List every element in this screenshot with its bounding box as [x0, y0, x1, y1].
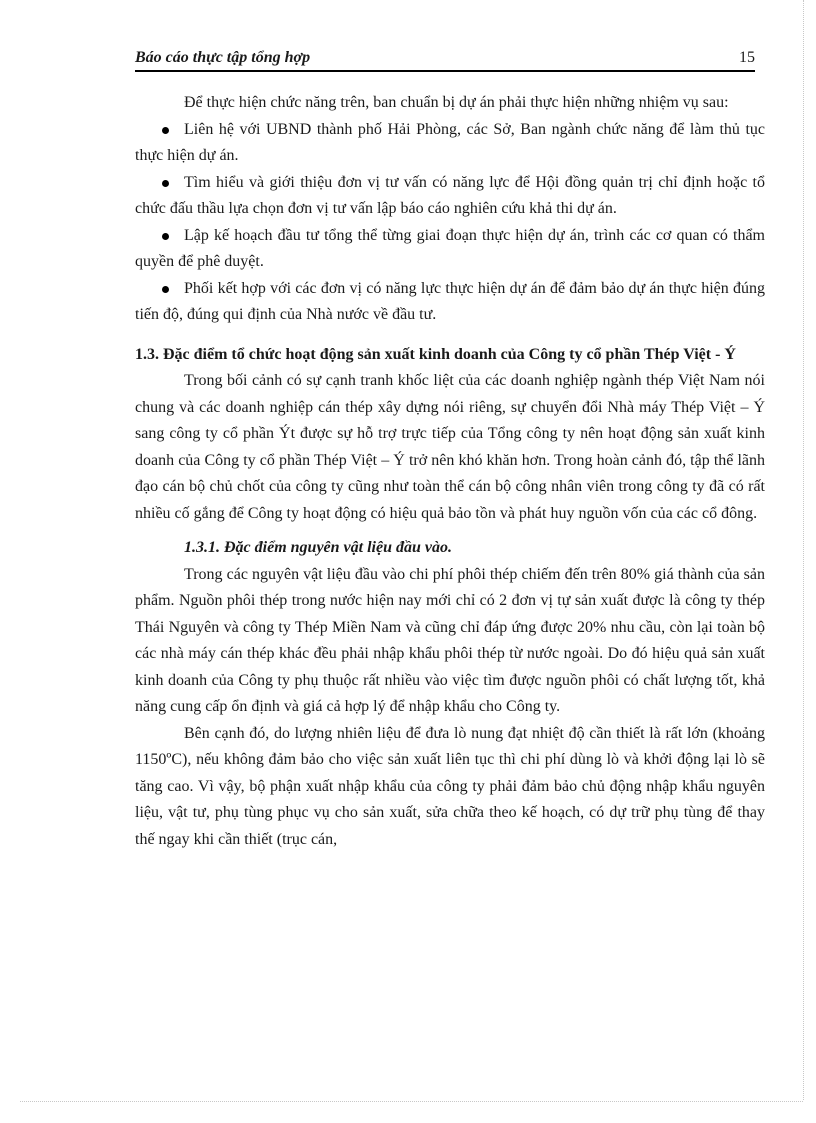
bullet-icon: [162, 127, 169, 134]
header-title: Báo cáo thực tập tổng hợp: [135, 49, 311, 66]
bullet-text: Phối kết hợp với các đơn vị có năng lực thực hiện dự án để đảm bảo dự án thực hiện đúng tiến độ, đúng qui định của Nhà nước về đầu tư.: [135, 279, 765, 323]
page-border-right: [803, 0, 804, 1100]
subsection-paragraph-2: Bên cạnh đó, do lượng nhiên liệu để đưa lò nung đạt nhiệt độ cần thiết là rất lớn (khoảng 1150ºC), nếu không đảm bảo cho việc sản xuất liên tục thì chi phí dùng lò và khởi động lại lò sẽ tăng cao. Vì vậy, bộ phận xuất nhập khẩu của công ty phải đảm bảo chủ động nhập khẩu nguyên liệu, vật tư, phụ tùng phục vụ cho sản xuất, sửa chữa theo kế hoạch, có dự trữ phụ tùng để thay thế ngay khi cần thiết (trục cán,: [135, 724, 765, 848]
bullet-item: [135, 170, 765, 223]
bullet-item: [135, 276, 765, 329]
bullet-text: Liên hệ với UBND thành phố Hải Phòng, các Sở, Ban ngành chức năng để làm thủ tục thực hiện dự án.: [135, 120, 765, 164]
bullet-icon: [162, 286, 169, 293]
subsection-paragraph-1: Trong các nguyên vật liệu đầu vào chi phí phôi thép chiếm đến trên 80% giá thành của sản phẩm. Nguồn phôi thép trong nước hiện nay mới chỉ có 2 đơn vị tự sản xuất được là công ty thép Thái Nguyên và công ty Thép Miền Nam và cũng chỉ đáp ứng được 20% nhu cầu, còn lại toàn bộ các nhà máy cán thép khác đều phải nhập khẩu phôi thép từ nước ngoài. Do đó hiệu quả sản xuất kinh doanh của Công ty phụ thuộc rất nhiều vào việc tìm được nguồn phôi có chất lượng tốt, khả năng cung cấp ổn định và giá cả hợp lý để nhập khẩu cho Công ty.: [135, 565, 765, 715]
bullet-icon: [162, 180, 169, 187]
bullet-icon: [162, 233, 169, 240]
page-number: 15: [739, 49, 755, 66]
document-body: [135, 90, 765, 853]
subsection-heading: 1.3.1. Đặc điểm nguyên vật liệu đầu vào.: [184, 539, 452, 556]
bullet-item: [135, 223, 765, 276]
section-heading: 1.3. Đặc điểm tổ chức hoạt động sản xuất kinh doanh của Công ty cổ phần Thép Việt - Ý: [135, 345, 736, 363]
bullet-item: [135, 117, 765, 170]
page-header: [135, 46, 755, 72]
section-paragraph: Trong bối cảnh có sự cạnh tranh khốc liệt của các doanh nghiệp ngành thép Việt Nam nói chung và các doanh nghiệp cán thép xây dựng nói riêng, sự chuyển đổi Nhà máy Thép Việt – Ý sang công ty cổ phần Ýt được sự hỗ trợ trực tiếp của Tổng công ty nên hoạt động sản xuất kinh doanh của Công ty cổ phần Thép Việt – Ý trở nên khó khăn hơn. Trong hoàn cảnh đó, tập thể lãnh đạo cán bộ chủ chốt của công ty cũng như toàn thể cán bộ công nhân viên trong công ty đã có rất nhiều cố gắng để Công ty hoạt động có hiệu quả bảo tồn và phát huy nguồn vốn của các cổ đông.: [135, 372, 765, 522]
bullet-text: Lập kế hoạch đầu tư tổng thể từng giai đoạn thực hiện dự án, trình các cơ quan có thẩm quyền để phê duyệt.: [135, 226, 765, 270]
bullet-text: Tìm hiểu và giới thiệu đơn vị tư vấn có năng lực để Hội đồng quản trị chỉ định hoặc tổ chức đấu thầu lựa chọn đơn vị tư vấn lập báo cáo nghiên cứu khả thi dự án.: [135, 173, 765, 217]
intro-paragraph: Để thực hiện chức năng trên, ban chuẩn bị dự án phải thực hiện những nhiệm vụ sau:: [184, 94, 729, 111]
page-border-bottom: [20, 1101, 803, 1102]
